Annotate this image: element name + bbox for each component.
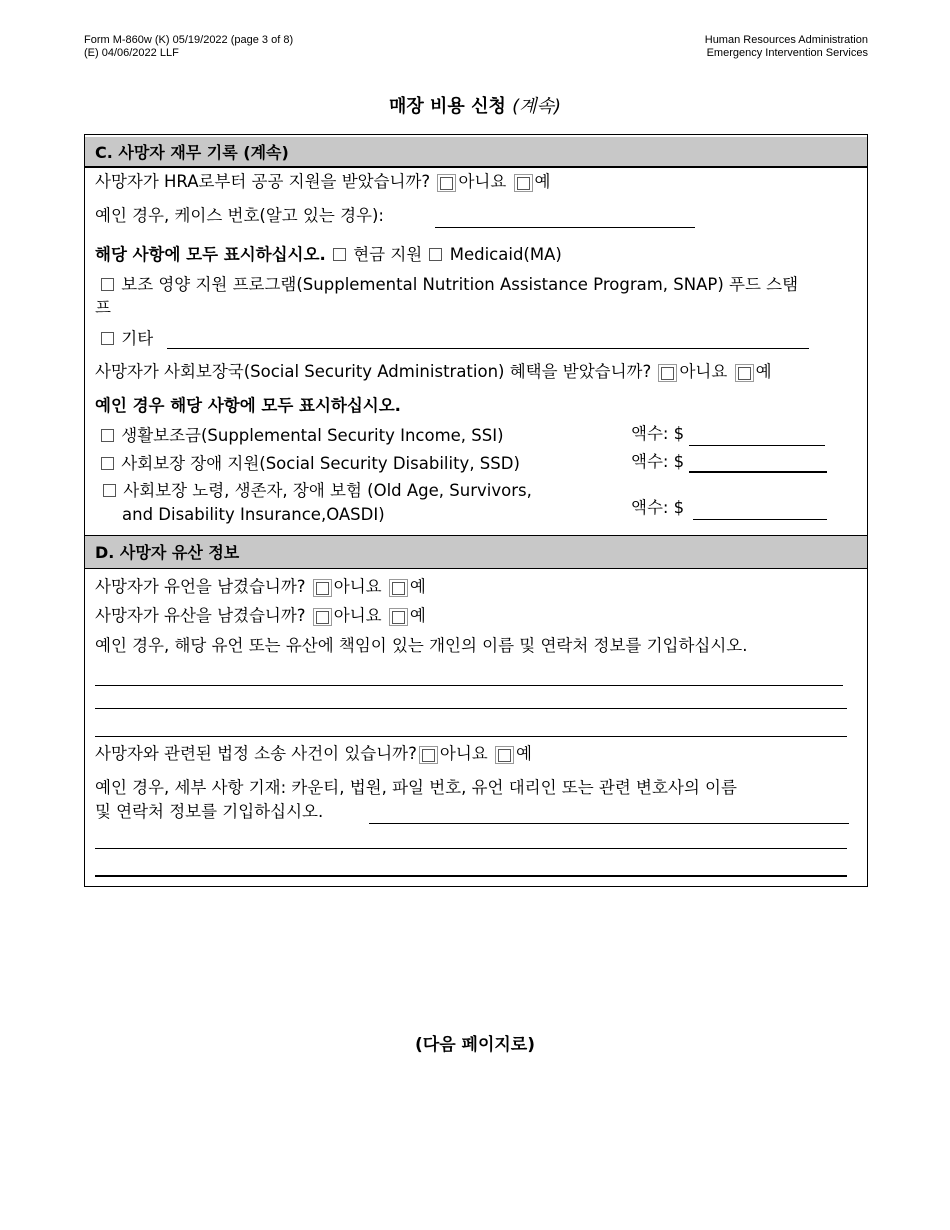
contact-line-1[interactable]: [95, 685, 843, 686]
court-yes-checkbox[interactable]: [495, 746, 514, 764]
court-question-row: [95, 743, 532, 765]
ssi-label: 생활보조금(Supplemental Security Income, SSI): [121, 426, 504, 445]
snap-row: [99, 274, 798, 296]
other-row: [99, 328, 153, 350]
ssi-checkbox[interactable]: [101, 429, 114, 442]
ssa-yes-checkbox[interactable]: [735, 364, 754, 382]
agency-block: [705, 34, 868, 60]
ssa-no-label: 아니요: [679, 362, 728, 381]
oasdi-row: [101, 480, 532, 502]
oasdi-label-cont: and Disability Insurance,OASDI): [122, 505, 385, 524]
will-yes-checkbox[interactable]: [389, 579, 408, 597]
snap-label-cont: 프: [95, 298, 111, 317]
page-title-main: 매장 비용 신청: [389, 96, 506, 117]
other-label: 기타: [121, 329, 154, 348]
form-revision: (E) 04/06/2022 LLF: [84, 47, 179, 59]
ssa-question-row: [95, 361, 772, 383]
assistance-type-row: [95, 244, 562, 266]
contact-line-2[interactable]: [95, 708, 847, 709]
details-line-2[interactable]: [95, 848, 847, 849]
estate-question: 사망자가 유산을 남겼습니까?: [95, 606, 306, 625]
will-question-row: [95, 576, 426, 598]
agency-name: Human Resources Administration: [704, 34, 868, 46]
form-id-block: [84, 34, 293, 60]
page-title: [0, 92, 950, 118]
will-no-label: 아니요: [333, 577, 382, 596]
section-d-heading: D. 사망자 유산 정보: [85, 535, 867, 569]
oasdi-amount-field[interactable]: [693, 519, 827, 520]
hra-question-row: [95, 171, 550, 193]
cash-assistance-label: 현금 지원: [353, 245, 423, 264]
form-id: Form M-860w (K) 05/19/2022 (page 3 of 8): [84, 34, 294, 46]
ssd-amount-label: 액수: $: [631, 452, 685, 471]
if-yes-mark-instruction: 예인 경우 해당 사항에 모두 표시하십시오.: [95, 396, 401, 415]
page-title-sub: (계속): [512, 96, 561, 117]
hra-no-checkbox[interactable]: [437, 174, 456, 192]
snap-checkbox[interactable]: [101, 278, 114, 291]
medicaid-checkbox[interactable]: [429, 248, 442, 261]
court-no-checkbox[interactable]: [419, 746, 438, 764]
section-c-heading: C. 사망자 재무 기록 (계속): [85, 137, 867, 168]
oasdi-amount-label: 액수: $: [631, 498, 685, 517]
details-instruction-cont: 및 연락처 정보를 기입하십시오.: [95, 802, 324, 821]
will-question: 사망자가 유언을 남겼습니까?: [95, 577, 306, 596]
ssa-yes-label: 예: [755, 362, 772, 381]
estate-yes-checkbox[interactable]: [389, 608, 408, 626]
details-instruction: 예인 경우, 세부 사항 기재: 카운티, 법원, 파일 번호, 유언 대리인 또는 관련 변호사의 이름: [95, 778, 737, 797]
court-question: 사망자와 관련된 법정 소송 사건이 있습니까?: [95, 744, 417, 763]
hra-yes-label: 예: [534, 172, 551, 191]
estate-yes-label: 예: [409, 606, 426, 625]
continue-note: (다음 페이지로): [415, 1035, 535, 1055]
estate-no-label: 아니요: [333, 606, 382, 625]
hra-question: 사망자가 HRA로부터 공공 지원을 받았습니까?: [95, 172, 431, 191]
hra-no-label: 아니요: [458, 172, 507, 191]
mark-all-instruction: 해당 사항에 모두 표시하십시오.: [95, 245, 326, 264]
other-field[interactable]: [167, 348, 809, 349]
ssi-amount-field[interactable]: [689, 445, 825, 446]
estate-no-checkbox[interactable]: [313, 608, 332, 626]
snap-label: 보조 영양 지원 프로그램(Supplemental Nutrition Assistance Program, SNAP) 푸드 스탬: [121, 275, 799, 294]
ssd-row: [99, 453, 520, 475]
hra-yes-checkbox[interactable]: [514, 174, 533, 192]
case-number-field[interactable]: [435, 227, 695, 228]
oasdi-label: 사회보장 노령, 생존자, 장애 보험 (Old Age, Survivors,: [123, 481, 532, 500]
details-line-1[interactable]: [369, 823, 849, 824]
ssd-amount-field[interactable]: [689, 471, 827, 473]
ssi-amount-label: 액수: $: [631, 424, 685, 443]
ssi-row: [99, 425, 504, 447]
ssa-question: 사망자가 사회보장국(Social Security Administration) 혜택을 받았습니까?: [95, 362, 652, 381]
court-no-label: 아니요: [439, 744, 488, 763]
estate-question-row: [95, 605, 426, 627]
contact-instruction: 예인 경우, 해당 유언 또는 유산에 책임이 있는 개인의 이름 및 연락처 정보를 기입하십시오.: [95, 636, 748, 655]
cash-assistance-checkbox[interactable]: [333, 248, 346, 261]
will-no-checkbox[interactable]: [313, 579, 332, 597]
oasdi-checkbox[interactable]: [103, 484, 116, 497]
ssd-label: 사회보장 장애 지원(Social Security Disability, SSD): [121, 454, 520, 473]
contact-line-3[interactable]: [95, 736, 847, 737]
medicaid-label: Medicaid(MA): [449, 245, 562, 264]
will-yes-label: 예: [409, 577, 426, 596]
court-yes-label: 예: [515, 744, 532, 763]
ssd-checkbox[interactable]: [101, 457, 114, 470]
other-checkbox[interactable]: [101, 332, 114, 345]
division-name: Emergency Intervention Services: [706, 47, 868, 59]
form-body: [84, 134, 868, 887]
details-line-3[interactable]: [95, 875, 847, 877]
case-number-label: 예인 경우, 케이스 번호(알고 있는 경우):: [95, 206, 384, 225]
ssa-no-checkbox[interactable]: [658, 364, 677, 382]
